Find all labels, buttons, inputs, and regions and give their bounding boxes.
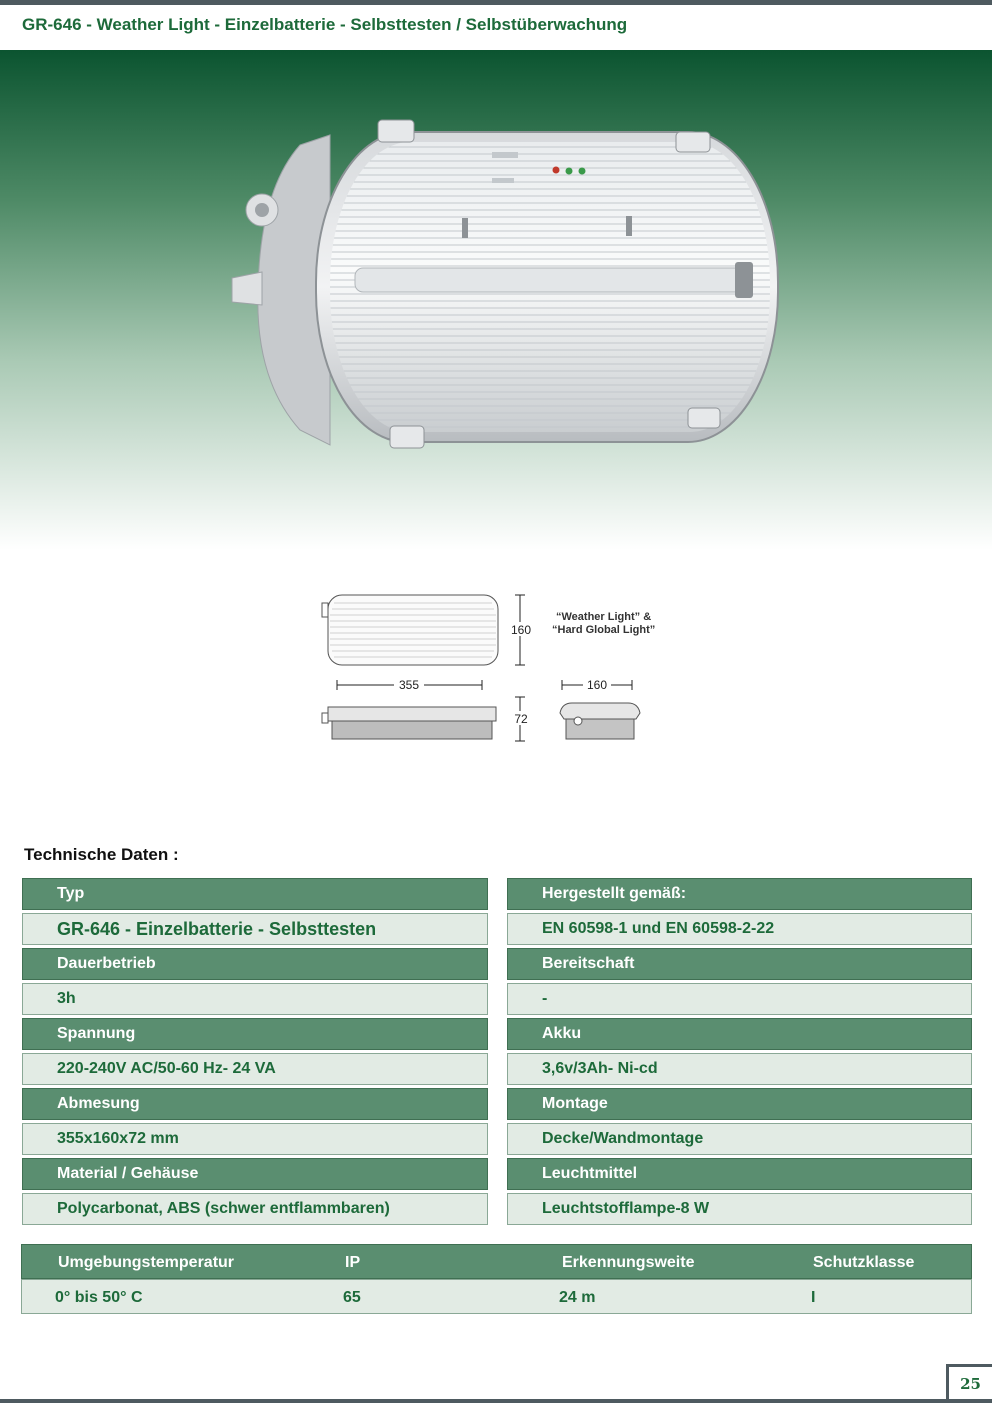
spec-label-bereitschaft: Bereitschaft [507,948,972,980]
header-schutzklasse: Schutzklasse [813,1254,915,1271]
value-erkennungsweite: 24 m [559,1289,596,1306]
spec-value-spannung: 220-240V AC/50-60 Hz- 24 VA [22,1053,488,1085]
dim-height-label: 160 [510,623,532,637]
dim-width-label: 160 [586,678,608,692]
page-number: 25 [946,1364,992,1400]
spec-value-akku: 3,6v/3Ah- Ni-cd [507,1053,972,1085]
spec-label-leuchtmittel: Leuchtmittel [507,1158,972,1190]
spec-label-montage: Montage [507,1088,972,1120]
product-photo-area [0,50,992,550]
dim-depth-label: 72 [514,712,528,726]
spec-label-dauerbetrieb: Dauerbetrieb [22,948,488,980]
spec-label-hergestellt: Hergestellt gemäß: [507,878,972,910]
spec-value-leuchtmittel: Leuchtstofflampe-8 W [507,1193,972,1225]
value-schutzklasse: I [811,1289,816,1306]
drawing-caption-line1: “Weather Light” & [556,611,652,623]
spec-value-hergestellt: EN 60598-1 und EN 60598-2-22 [507,913,972,945]
spec-value-material: Polycarbonat, ABS (schwer entflammbaren) [22,1193,488,1225]
spec-label-abmesung: Abmesung [22,1088,488,1120]
spec-value-montage: Decke/Wandmontage [507,1123,972,1155]
dim-length-label: 355 [398,678,420,692]
page-title: GR-646 - Weather Light - Einzelbatterie - Selbsttesten / Selbstüberwachung [22,15,628,34]
product-photo [0,50,992,550]
spec-label-material: Material / Gehäuse [22,1158,488,1190]
spec-value-dauerbetrieb: 3h [22,983,488,1015]
spec-value-abmesung: 355x160x72 mm [22,1123,488,1155]
spec-value-typ: GR-646 - Einzelbatterie - Selbsttesten [22,913,488,945]
spec-label-spannung: Spannung [22,1018,488,1050]
value-ip: 65 [343,1289,361,1306]
spec-value-bereitschaft: - [507,983,972,1015]
spec-label-typ: Typ [22,878,488,910]
bottom-table-row [21,1279,972,1314]
value-umgebungstemperatur: 0° bis 50° C [55,1289,143,1306]
header-ip: IP [345,1254,361,1271]
drawing-caption-line2: “Hard Global Light” [552,624,656,636]
spec-label-akku: Akku [507,1018,972,1050]
bottom-border [0,1399,992,1403]
bottom-table-header [21,1244,972,1279]
header-erkennungsweite: Erkennungsweite [562,1254,695,1271]
header-umgebungstemperatur: Umgebungstemperatur [58,1254,235,1271]
dimension-drawing [310,585,670,750]
top-border [0,0,992,5]
section-title: Technische Daten : [24,845,179,864]
